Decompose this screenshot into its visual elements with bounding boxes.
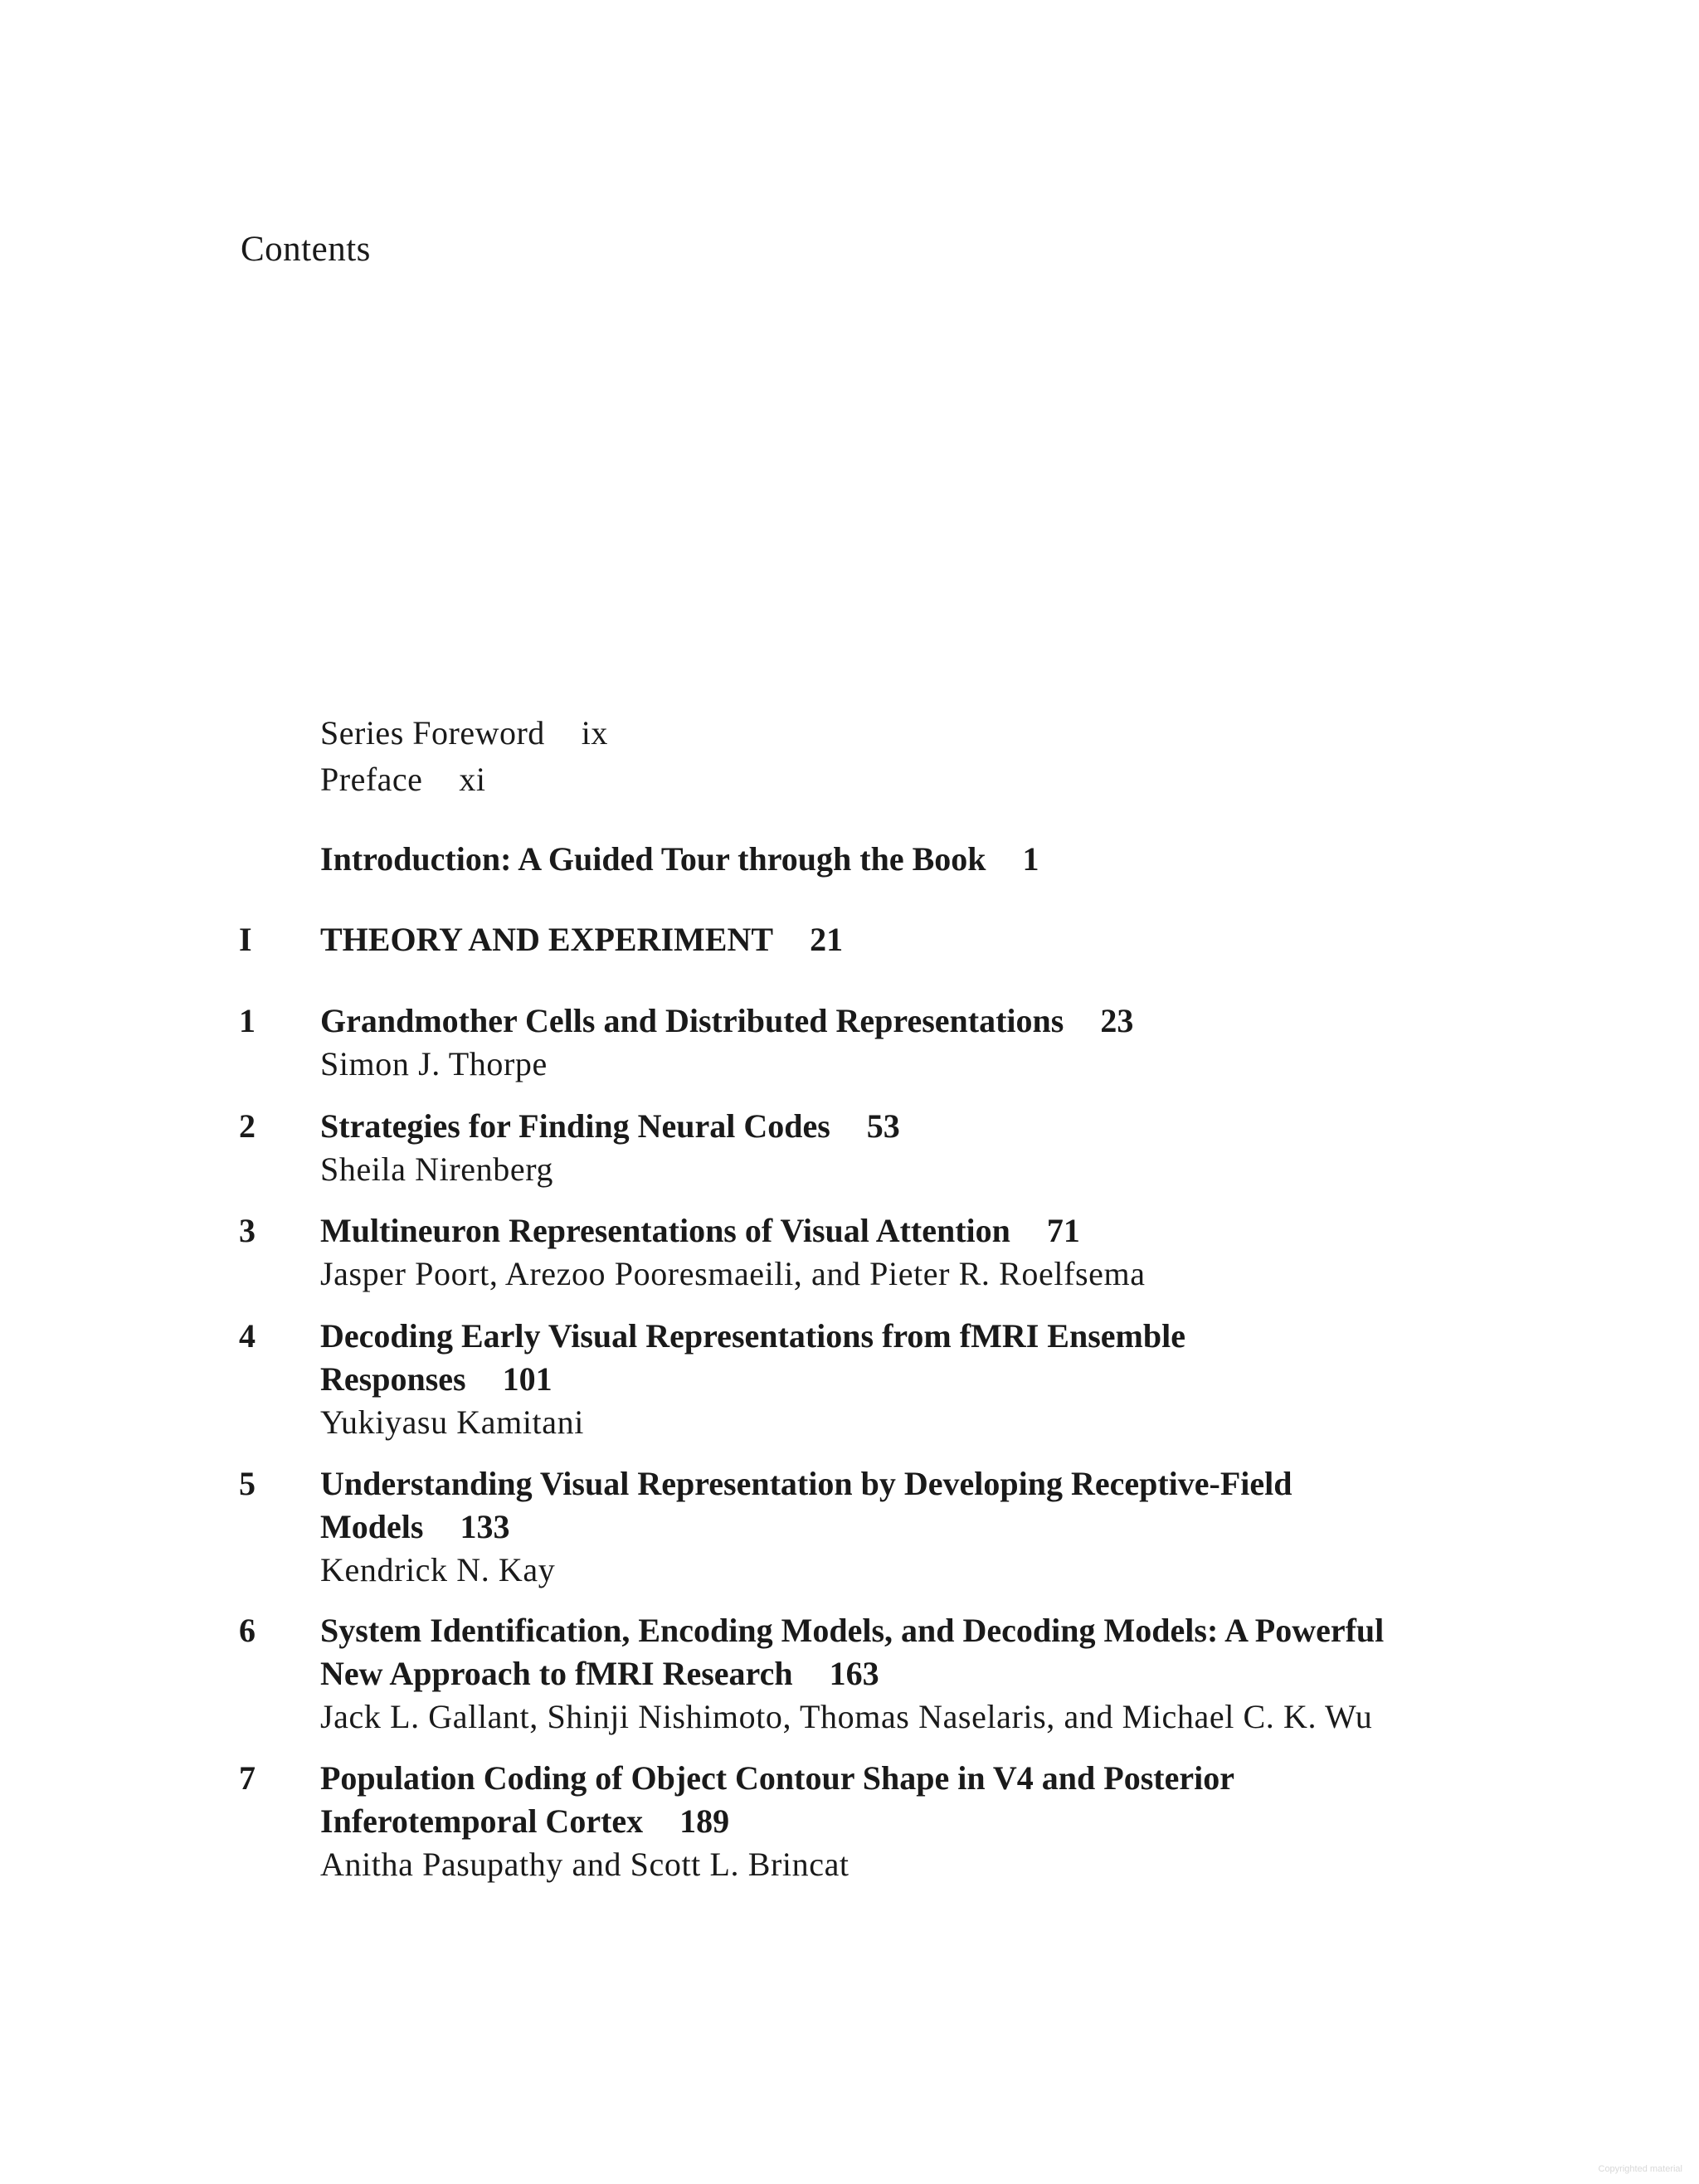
chapter-title: Population Coding of Object Contour Shape in V4 and Posterior [320,1759,1234,1797]
chapter-number: 4 [239,1317,256,1355]
toc-entry-part[interactable] [320,918,843,961]
chapter-authors: Sheila Nirenberg [320,1150,554,1188]
chapter-title: Understanding Visual Representation by Developing Receptive-Field [320,1465,1293,1502]
chapter-number: 1 [239,1002,256,1039]
chapter-authors: Kendrick N. Kay [320,1551,556,1588]
entry-page: 21 [810,921,844,958]
toc-entry-chapter-6-cont[interactable] [320,1652,879,1695]
entry-title: Introduction: A Guided Tour through the Book [320,840,986,878]
chapter-authors: Anitha Pasupathy and Scott L. Brincat [320,1846,850,1883]
toc-entry-chapter-2[interactable] [320,1105,900,1148]
entry-title: Preface [320,761,423,798]
entry-title: Series Foreword [320,714,545,752]
chapter-title: Decoding Early Visual Representations from fMRI Ensemble [320,1317,1185,1355]
toc-entry-chapter-5[interactable] [320,1462,1293,1505]
chapter-authors: Simon J. Thorpe [320,1045,548,1082]
chapter-title-continued: Responses [320,1360,466,1398]
chapter-number: 2 [239,1107,256,1145]
toc-entry-chapter-3[interactable] [320,1209,1080,1253]
entry-page: 23 [1100,1002,1134,1039]
toc-entry-chapter-4[interactable] [320,1315,1185,1358]
part-number: I [239,921,252,958]
entry-page: 1 [1022,840,1039,878]
chapter-title: Strategies for Finding Neural Codes [320,1107,830,1145]
entry-page: 133 [460,1508,510,1545]
chapter-authors: Yukiyasu Kamitani [320,1403,584,1441]
chapter-title: Multineuron Representations of Visual Attention [320,1212,1010,1249]
toc-entry-chapter-6[interactable] [320,1609,1384,1652]
toc-entry-chapter-7-cont[interactable] [320,1800,729,1843]
toc-entry-chapter-5-cont[interactable] [320,1505,509,1549]
chapter-number: 5 [239,1465,256,1502]
part-title: THEORY AND EXPERIMENT [320,921,774,958]
copyright-watermark: Copyrighted material [1598,2164,1682,2174]
toc-entry-series-foreword[interactable] [320,712,608,755]
chapter-number: 6 [239,1612,256,1649]
page-title: Contents [241,230,371,269]
entry-page: 53 [866,1107,900,1145]
chapter-title: Grandmother Cells and Distributed Representations [320,1002,1064,1039]
toc-entry-chapter-1[interactable] [320,1000,1133,1043]
chapter-number: 3 [239,1212,256,1249]
chapter-title-continued: New Approach to fMRI Research [320,1655,793,1692]
entry-page: 71 [1046,1212,1080,1249]
chapter-title-continued: Inferotemporal Cortex [320,1802,644,1840]
toc-entry-introduction[interactable] [320,838,1039,881]
chapter-authors: Jack L. Gallant, Shinji Nishimoto, Thomas Naselaris, and Michael C. K. Wu [320,1698,1373,1735]
chapter-authors: Jasper Poort, Arezoo Pooresmaeili, and Pieter R. Roelfsema [320,1255,1146,1292]
toc-entry-chapter-4-cont[interactable] [320,1358,553,1401]
entry-page: 101 [502,1360,553,1398]
chapter-title-continued: Models [320,1508,424,1545]
entry-page: 189 [679,1802,730,1840]
chapter-number: 7 [239,1759,256,1797]
entry-page: xi [459,761,486,798]
entry-page: ix [581,714,608,752]
chapter-title: System Identification, Encoding Models, and Decoding Models: A Powerful [320,1612,1385,1649]
toc-entry-preface[interactable] [320,758,486,801]
toc-entry-chapter-7[interactable] [320,1757,1234,1800]
entry-page: 163 [829,1655,879,1692]
